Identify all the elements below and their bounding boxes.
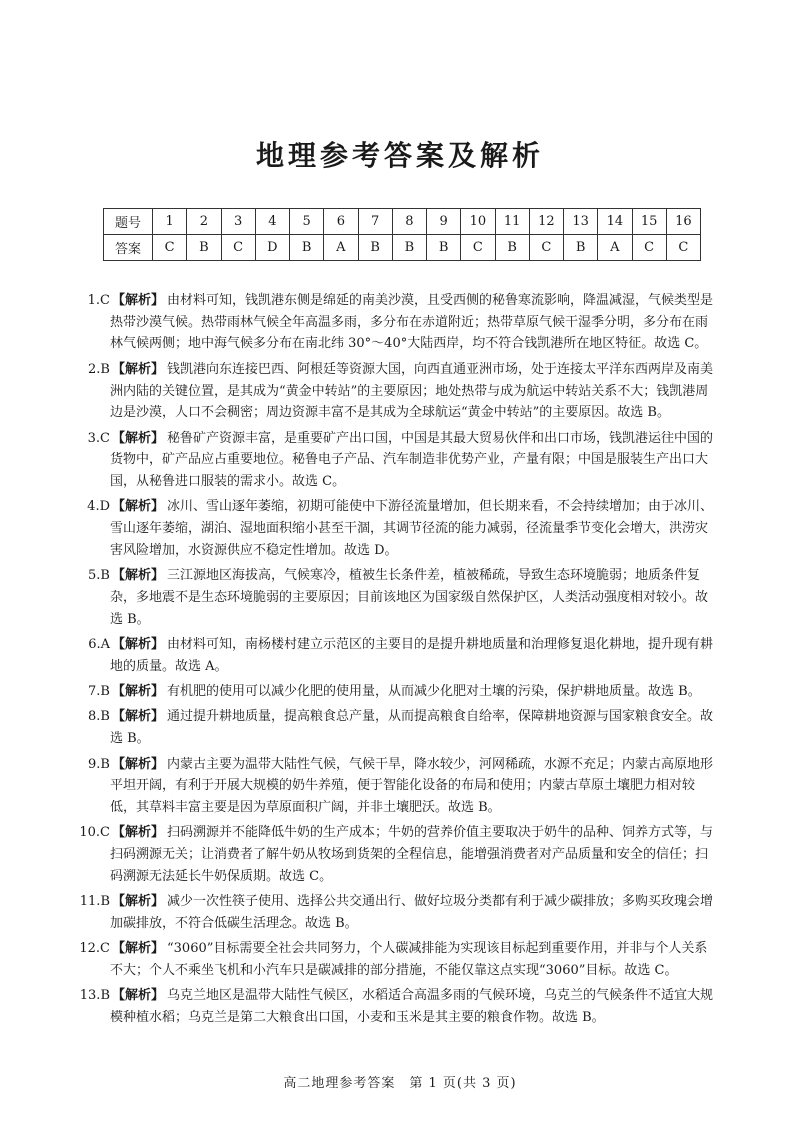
question-number-cell: 2 xyxy=(187,209,221,235)
answer-cell: C xyxy=(153,235,187,261)
explanation-item xyxy=(79,891,716,934)
explanation-text: 有机肥的使用可以减少化肥的使用量，从而减少化肥对土壤的污染，保护耕地质量。故选 B。 xyxy=(167,684,701,700)
answer-cell: B xyxy=(495,235,529,261)
analysis-tag: 【解析】 xyxy=(112,499,165,515)
question-number-cell: 10 xyxy=(461,209,495,235)
question-answer-label: 6.A xyxy=(88,636,110,652)
explanation-item xyxy=(88,754,716,819)
question-number-cell: 9 xyxy=(427,209,461,235)
answer-cell: C xyxy=(529,235,563,261)
explanation-text: 内蒙古主要为温带大陆性气候，气候干旱，降水较少，河网稀疏，水源不充足；内蒙古高原地形平坦开阔，有利于开展大规模的奶牛养殖，便于智能化设备的布局和使用；内蒙古草原土壤肥力相对较低，其草料丰富主要是因为草原面积广阔，并非土壤肥沃。故选 B。 xyxy=(110,756,714,815)
explanation-text: 钱凯港向东连接巴西、阿根廷等资源大国，向西直通亚洲市场，处于连接太平洋东西两岸及南美洲内陆的关键位置，是其成为“黄金中转站”的主要原因；地处热带与成为航运中转站关系不大；钱凯港周边是沙漠，人口不会稠密；周边资源丰富不是其成为全球航运“黄金中转站”的主要原因。故选 B。 xyxy=(110,361,714,421)
question-answer-label: 3.C xyxy=(87,430,110,446)
answer-table xyxy=(103,208,701,261)
explanation-text: 由材料可知，钱凯港东侧是绵延的南美沙漠，且受西侧的秘鲁寒流影响，降温减湿，气候类型是热带沙漠气候。热带雨林气候全年高温多雨，多分布在赤道附近；热带草原气候干湿季分明，多分布在雨林气候两侧；地中海气候多分布在南北纬 30°～40°大陆西岸，均不符合钱凯港所在地区特征。故选 C。 xyxy=(110,293,714,352)
explanation-text: 冰川、雪山逐年萎缩，初期可能使中下游径流量增加，但长期来看，不会持续增加；由于冰川、雪山逐年萎缩，湖泊、湿地面积缩小甚至干涸，其调节径流的能力减弱，径流量季节变化会增大，洪涝灾害风险增加，水资源供应不稳定性增加。故选 D。 xyxy=(110,499,714,558)
question-answer-label: 8.B xyxy=(88,709,110,725)
analysis-tag: 【解析】 xyxy=(112,941,165,957)
explanation-item xyxy=(88,359,716,424)
answer-cell: B xyxy=(290,235,324,261)
question-number-cell: 16 xyxy=(666,209,700,235)
explanation-text: 由材料可知，南杨楼村建立示范区的主要目的是提升耕地质量和治理修复退化耕地，提升现有耕地的质量。故选 A。 xyxy=(110,636,714,674)
explanation-text: 三江源地区海拔高，气候寒冷，植被生长条件差，植被稀疏，导致生态环境脆弱；地质条件复杂，多地震不是生态环境脆弱的主要原因；目前该地区为国家级自然保护区，人类活动强度相对较小。故选 B。 xyxy=(110,568,709,627)
answer-cell: B xyxy=(358,235,392,261)
explanation-item xyxy=(88,565,716,630)
question-answer-label: 10.C xyxy=(79,825,110,841)
answer-cell: C xyxy=(632,235,666,261)
analysis-tag: 【解析】 xyxy=(112,709,165,725)
explanation-item xyxy=(87,290,716,355)
answer-cell: C xyxy=(666,235,700,261)
question-number-cell: 5 xyxy=(290,209,324,235)
answer-cell: B xyxy=(564,235,598,261)
answer-cell: A xyxy=(598,235,632,261)
analysis-tag: 【解析】 xyxy=(112,568,165,584)
answer-cell: C xyxy=(461,235,495,261)
analysis-tag: 【解析】 xyxy=(112,756,165,772)
question-answer-label: 7.B xyxy=(88,684,110,700)
question-answer-label: 5.B xyxy=(88,568,110,584)
explanation-text: 通过提升耕地质量，提高粮食总产量，从而提高粮食自给率，保障耕地资源与国家粮食安全。故选 B。 xyxy=(110,709,714,747)
question-number-cell: 12 xyxy=(529,209,563,235)
explanation-item xyxy=(87,428,716,493)
explanation-text: 秘鲁矿产资源丰富，是重要矿产出口国，中国是其最大贸易伙伴和出口市场，钱凯港运往中国的货物中，矿产品应占重要地位。秘鲁电子产品、汽车制造非优势产业，产量有限；中国是服装生产出口大国，从秘鲁进口服装的需求小。故选 C。 xyxy=(110,430,714,489)
question-answer-label: 4.D xyxy=(87,499,110,515)
explanation-item xyxy=(88,706,716,749)
analysis-tag: 【解析】 xyxy=(112,684,165,700)
question-number-cell: 15 xyxy=(632,209,666,235)
question-number-cell: 11 xyxy=(495,209,529,235)
question-answer-label: 2.B xyxy=(88,361,110,377)
row-label: 答案 xyxy=(104,235,153,261)
analysis-tag: 【解析】 xyxy=(112,894,165,910)
explanation-text: 扫码溯源并不能降低牛奶的生产成本；牛奶的营养价值主要取决于奶牛的品种、饲养方式等，与扫码溯源无关；让消费者了解牛奶从牧场到货架的全程信息，能增强消费者对产品质量和安全的信任；扫码溯源无法延长牛奶保质期。故选 C。 xyxy=(110,825,714,884)
question-number-cell: 7 xyxy=(358,209,392,235)
explanation-list xyxy=(79,290,716,1032)
answer-cell: B xyxy=(427,235,461,261)
explanation-text: “3060”目标需要全社会共同努力，个人碳减排能为实现该目标起到重要作用，并非与个人关系不大；个人不乘坐飞机和小汽车只是碳减排的部分措施，不能仅靠这点实现“3060”目标。故选 C。 xyxy=(110,941,708,978)
question-number-cell: 13 xyxy=(564,209,598,235)
explanation-item xyxy=(88,634,716,677)
explanation-text: 乌克兰地区是温带大陆性气候区，水稻适合高温多雨的气候环境，乌克兰的气候条件不适宜大规模种植水稻；乌克兰是第二大粮食出口国，小麦和玉米是其主要的粮食作物。故选 B。 xyxy=(110,988,714,1026)
explanation-item xyxy=(79,985,716,1028)
question-number-cell: 14 xyxy=(598,209,632,235)
question-answer-label: 11.B xyxy=(79,894,110,910)
question-number-cell: 3 xyxy=(221,209,255,235)
page-title: 地理参考答案及解析 xyxy=(255,139,544,172)
question-number-cell: 4 xyxy=(255,209,289,235)
question-number-cell: 8 xyxy=(392,209,426,235)
question-answer-label: 9.B xyxy=(88,756,110,772)
analysis-tag: 【解析】 xyxy=(112,988,165,1004)
question-answer-label: 1.C xyxy=(87,293,110,308)
answer-cell: B xyxy=(187,235,221,261)
answer-cell: B xyxy=(392,235,426,261)
answer-cell: D xyxy=(255,235,289,261)
analysis-tag: 【解析】 xyxy=(112,361,165,377)
question-answer-label: 12.C xyxy=(79,941,110,957)
explanation-item xyxy=(87,496,716,561)
explanation-item xyxy=(79,938,716,981)
explanation-item xyxy=(88,681,716,703)
question-number-cell: 6 xyxy=(324,209,358,235)
answer-cell: C xyxy=(221,235,255,261)
answer-row xyxy=(104,235,701,261)
analysis-tag: 【解析】 xyxy=(112,825,165,841)
analysis-tag: 【解析】 xyxy=(112,430,165,446)
explanation-text: 减少一次性筷子使用、选择公共交通出行、做好垃圾分类都有利于减少碳排放；多购买玫瑰会增加碳排放，不符合低碳生活理念。故选 B。 xyxy=(110,894,714,931)
question-answer-label: 13.B xyxy=(79,988,110,1004)
question-number-cell: 1 xyxy=(153,209,187,235)
row-label: 题号 xyxy=(104,209,153,235)
question-number-row xyxy=(104,209,701,235)
analysis-tag: 【解析】 xyxy=(112,293,165,308)
explanation-item xyxy=(79,822,716,887)
answer-cell: A xyxy=(324,235,358,261)
analysis-tag: 【解析】 xyxy=(112,636,165,652)
page-footer: 高二地理参考答案 第 1 页(共 3 页) xyxy=(283,1076,517,1091)
